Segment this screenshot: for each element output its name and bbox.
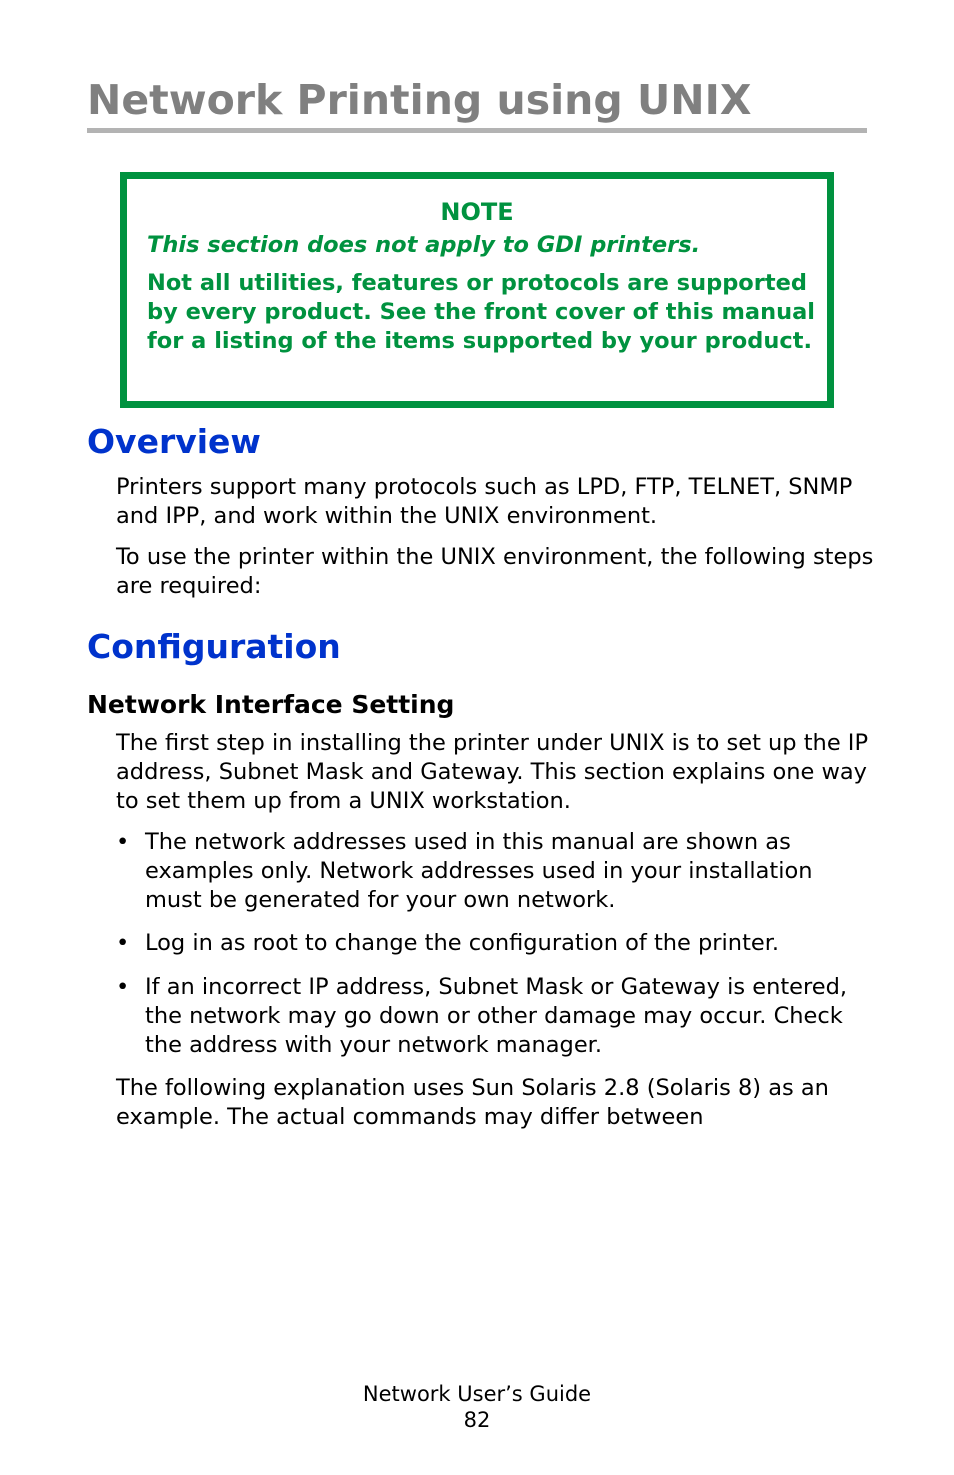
note-italic-line: This section does not apply to GDI printers. xyxy=(147,232,701,258)
bullet-text: If an incorrect IP address, Subnet Mask or Gateway is entered, the network may go down or other damage may occur. Check the address with your network manager. xyxy=(145,974,848,1058)
configuration-heading: Configuration xyxy=(87,627,341,666)
footer-guide-title: Network User’s Guide xyxy=(362,1382,592,1406)
title-rule xyxy=(87,128,867,133)
page-title: Network Printing using UNIX xyxy=(87,76,752,124)
bullet-text: The network addresses used in this manual are shown as examples only. Network addresses used in your installation must be generated for your own network. xyxy=(145,829,813,913)
overview-paragraph-2: To use the printer within the UNIX environment, the following steps are required: xyxy=(116,544,874,599)
configuration-intro: The first step in installing the printer under UNIX is to set up the IP address, Subnet Mask and Gateway. This section explains one way to set them up from a UNIX workstation. xyxy=(116,730,869,814)
bullet-dot: • xyxy=(116,930,130,956)
note-box xyxy=(120,172,834,408)
overview-heading: Overview xyxy=(87,422,261,461)
footer-page-number: 82 xyxy=(463,1408,491,1432)
note-body: Not all utilities, features or protocols are supported by every product. See the front cover of this manual for a listing of the items supported by your product. xyxy=(147,270,816,354)
network-interface-setting-heading: Network Interface Setting xyxy=(87,690,455,719)
note-heading: NOTE xyxy=(440,198,514,226)
bullet-dot: • xyxy=(116,974,130,1000)
bullet-dot: • xyxy=(116,829,130,855)
bullet-text: Log in as root to change the configuration of the printer. xyxy=(145,930,780,956)
configuration-closing: The following explanation uses Sun Solaris 2.8 (Solaris 8) as an example. The actual commands may differ between xyxy=(116,1075,829,1130)
overview-paragraph-1: Printers support many protocols such as LPD, FTP, TELNET, SNMP and IPP, and work within the UNIX environment. xyxy=(116,474,853,529)
